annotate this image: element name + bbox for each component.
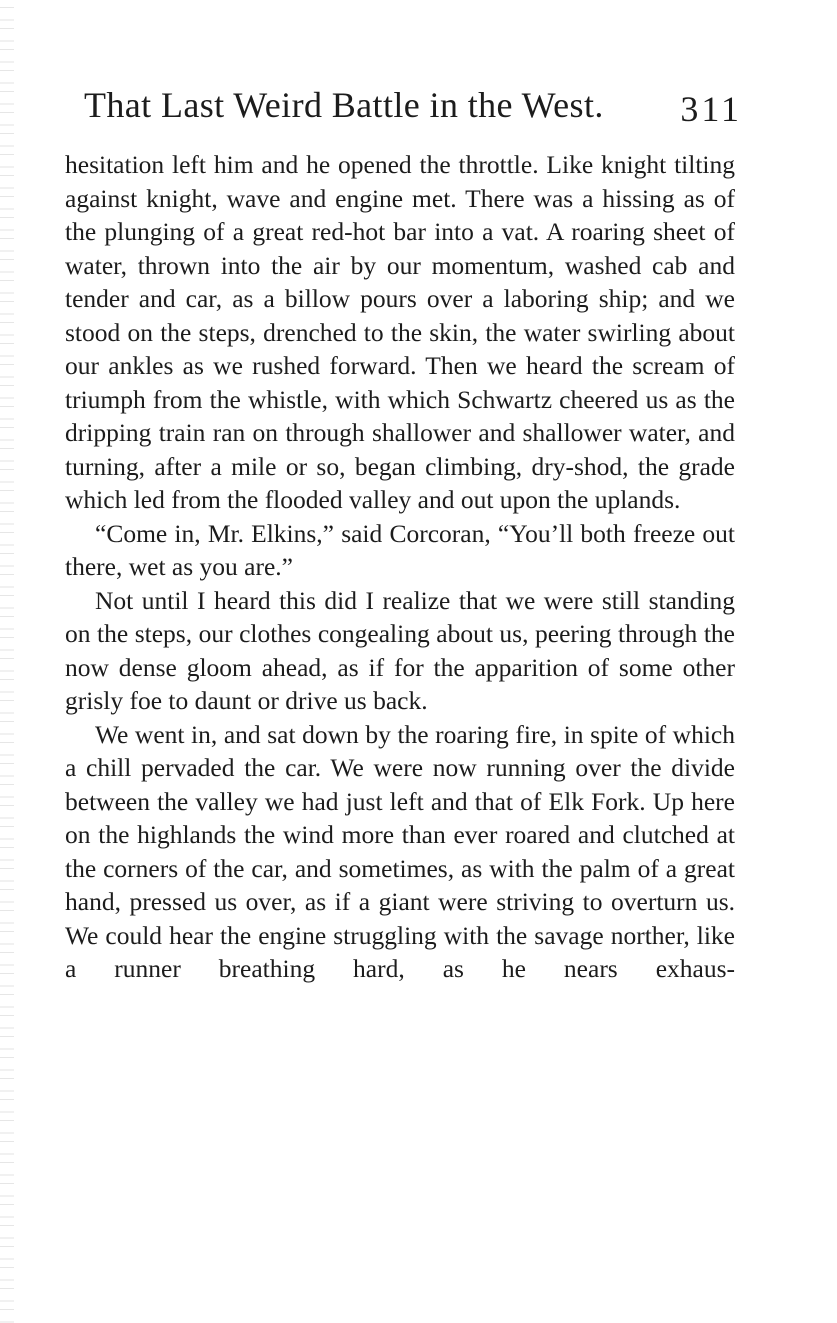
paragraph-continued: hesitation left him and he opened the throttle. Like knight tilting against knight, wave and engine met. There was a hissing as of the plunging of a great red-hot bar into a vat. A roaring sheet of water, thrown into the air by our momentum, washed cab and tender and car, as a billow pours over a laboring ship; and we stood on the steps, drenched to the skin, the water swirling about our ankles as we rushed forward. Then we heard the scream of triumph from the whistle, with which Schwartz cheered us as the dripping train ran on through shallower and shallower water, and turning, after a mile or so, began climbing, dry-shod, the grade which led from the flooded valley and out upon the uplands. — [65, 150, 735, 514]
page-gutter-edge — [0, 0, 14, 1323]
running-title: That Last Weird Battle in the West. — [84, 85, 604, 125]
paragraph-continues: We went in, and sat down by the roaring fire, in spite of which a chill pervaded the car. We were now running over the divide between the valley we had just left and that of Elk Fork. Up here on the highlands the wind more than ever roared and clutched at the corners of the car, and sometimes, as with the palm of a great hand, pressed us over, as if a giant were striving to overturn us. We could hear the engine struggling with the savage norther, like a runner breathing hard, as he nears exhaus- — [65, 719, 735, 983]
running-header — [84, 78, 744, 138]
page-number: 311 — [680, 89, 742, 129]
paragraph-dialogue: “Come in, Mr. Elkins,” said Corcoran, “You’ll both freeze out there, wet as you are.” — [65, 518, 735, 581]
paragraph: Not until I heard this did I realize that we were still standing on the steps, our clothes congealing about us, peering through the now dense gloom ahead, as if for the apparition of some other grisly foe to daunt or drive us back. — [65, 585, 735, 715]
body-text — [65, 148, 735, 986]
